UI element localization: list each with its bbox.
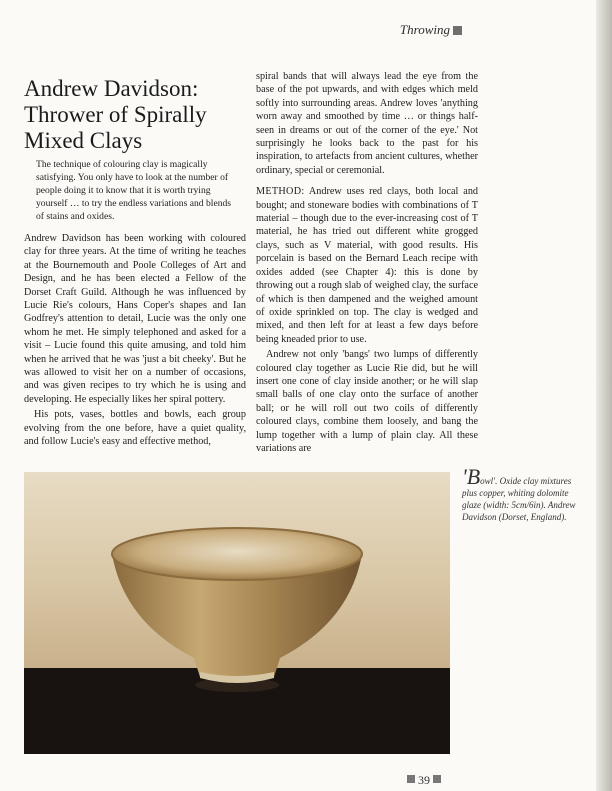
- header-square-icon: [453, 26, 462, 35]
- paragraph: Andrew not only 'bangs' two lumps of differently coloured clay together as Lucie Rie did, but he will insert one cone of clay inside another; or he will slap small balls of one clay onto the surface of another ball; or he will roll out two coils of differently coloured clays, combine them loosely, and bang the lump together with a lump of plain clay. All these variations are: [256, 349, 478, 454]
- method-paragraph: [256, 185, 478, 346]
- method-text: Andrew uses red clays, both local and bought; and stoneware bodies with combinations of T material – though due to the ever-increasing cost of T material, he has tried out different white grogged clays, such as V material, with good results. His porcelain is based on the Bernard Leach recipe with oxides added (see Chapter 4): this is done by throwing out a rough slab of weighed clay, the surface of which is then dampened and the weighed amount of oxide sprinkled on top. The clay is wedged and mixed, and then left for at least a few days before being kneaded prior to use.: [256, 186, 479, 345]
- left-column: [24, 232, 246, 451]
- paragraph: spiral bands that will always lead the eye from the base of the pot upwards, and with edges which meld softly into surrounding areas. Andrew loves 'anything worn away and smoothed by time … or things half-seen in dreams or out of the corner of the eye.' Not surprisingly he looks back to the past for his inspiration, to artefacts from ancient cultures, whether ordinary, special or ceremonial.: [256, 71, 478, 176]
- page-footer: [404, 773, 444, 788]
- paragraph: His pots, vases, bottles and bowls, each group evolving from the one before, have a quiet quality, and follow Lucie's easy and effective method,: [24, 409, 246, 448]
- bowl-illustration: [24, 472, 450, 754]
- bowl-photo: [24, 472, 450, 754]
- caption-text: owl'. Oxide clay mixtures plus copper, whiting dolomite glaze (width: 5cm/6in). Andrew Davidson (Dorset, England).: [462, 476, 576, 522]
- caption-initial: 'B: [462, 464, 481, 489]
- article-intro: The technique of colouring clay is magically satisfying. You only have to look at the number of people doing it to know that it is worth trying yourself … to try the endless variations and blends of stains and oxides.: [36, 159, 232, 222]
- footer-square-icon: [407, 775, 415, 783]
- right-column: [256, 70, 478, 457]
- footer-square-icon: [433, 775, 441, 783]
- article-title: Andrew Davidson: Thrower of Spirally Mixed Clays: [24, 76, 207, 153]
- paragraph: Andrew Davidson has been working with coloured clay for three years. At the time of writing he teaches at the Bournemouth and Poole Colleges of Art and Design, and he has been elected a Fellow of the Dorset Craft Guild. Although he was influenced by Lucie Rie's colours, Hans Coper's shapes and Ian Godfrey's attention to detail, Lucie was the only one whom he met. He simply telephoned and asked for a visit – Lucie found this quite amusing, and told him when he arrived that he was 'just a bit cheeky'. But he was allowed to visit her on a number of occasions, and was given recipes to try which he is using and developing. He especially likes her spiral pottery.: [24, 233, 246, 405]
- method-label: METHOD:: [256, 186, 305, 198]
- page-number: 39: [418, 773, 430, 787]
- page-edge: [596, 0, 612, 791]
- figure-caption: [462, 464, 582, 523]
- running-header: Throwing: [399, 22, 450, 37]
